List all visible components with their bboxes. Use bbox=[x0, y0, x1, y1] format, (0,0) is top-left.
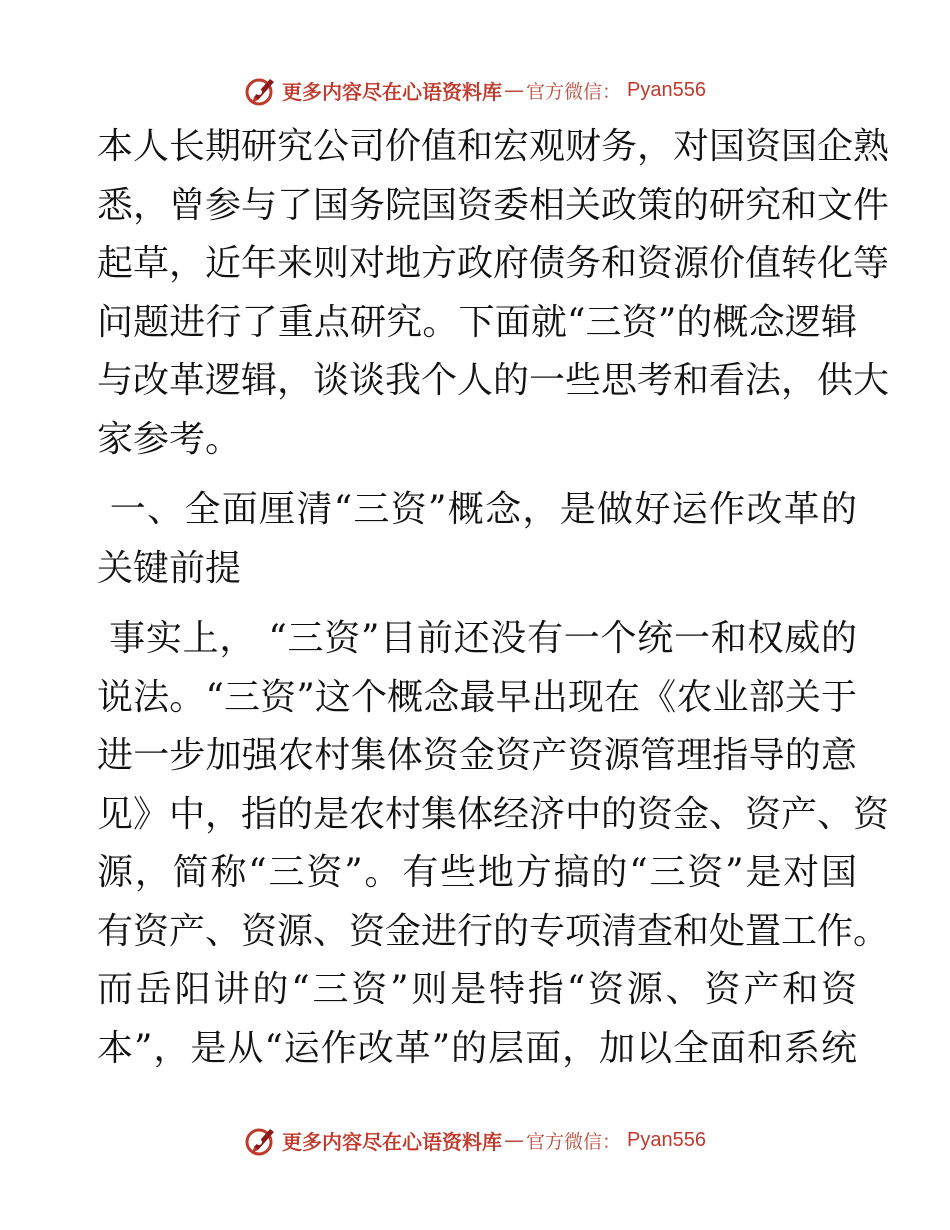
quill-logo-icon bbox=[244, 1123, 278, 1157]
text-line: 源，简称“三资”。有些地方搞的“三资”是对国 bbox=[97, 852, 857, 893]
banner-wechat-id: Pyan556 bbox=[627, 78, 706, 101]
text-line: 而岳阳讲的“三资”则是特指“资源、资产和资 bbox=[97, 969, 857, 1010]
banner-title: 更多内容尽在心语资料库 bbox=[282, 1129, 502, 1154]
text-line: 与改革逻辑，谈谈我个人的一些思考和看法，供大 bbox=[97, 360, 890, 401]
text-line: 说法。“三资”这个概念最早出现在《农业部关于 bbox=[97, 676, 857, 718]
text-line: 一、全面厘清“三资”概念，是做好运作改革的 bbox=[97, 489, 857, 530]
body-paragraph bbox=[97, 610, 890, 1078]
text-line: 见》中，指的是农村集体经济中的资金、资产、资 bbox=[97, 793, 890, 835]
text-line: 问题进行了重点研究。下面就“三资”的概念逻辑 bbox=[97, 301, 857, 343]
footer-banner bbox=[0, 1120, 950, 1160]
banner-wechat-id: Pyan556 bbox=[627, 1128, 706, 1151]
section-heading bbox=[97, 481, 857, 598]
banner-wechat-label: 官方微信： bbox=[526, 80, 622, 103]
text-line: 悉，曾参与了国务院国资委相关政策的研究和文件 bbox=[97, 184, 890, 226]
banner-title: 更多内容尽在心语资料库 bbox=[282, 79, 502, 104]
text-line: 本”，是从“运作改革”的层面，加以全面和系统 bbox=[97, 1027, 857, 1069]
text-line: 事实上， “三资”目前还没有一个统一和权威的 bbox=[97, 618, 857, 659]
intro-paragraph bbox=[97, 118, 890, 469]
banner-dash: — bbox=[504, 78, 524, 102]
text-line: 家参考。 bbox=[97, 418, 242, 460]
text-line: 本人长期研究公司价值和宏观财务，对国资国企熟 bbox=[97, 126, 890, 167]
banner-dash: — bbox=[504, 1128, 524, 1152]
header-banner bbox=[0, 70, 950, 110]
text-line: 起草，近年来则对地方政府债务和资源价值转化等 bbox=[97, 243, 890, 284]
document-body bbox=[97, 118, 890, 1078]
text-line: 关键前提 bbox=[97, 547, 242, 589]
quill-logo-icon bbox=[244, 73, 278, 107]
text-line: 进一步加强农村集体资金资产资源管理指导的意 bbox=[97, 735, 857, 776]
banner-wechat-label: 官方微信： bbox=[526, 1130, 622, 1153]
text-line: 有资产、资源、资金进行的专项清查和处置工作。 bbox=[97, 910, 890, 952]
